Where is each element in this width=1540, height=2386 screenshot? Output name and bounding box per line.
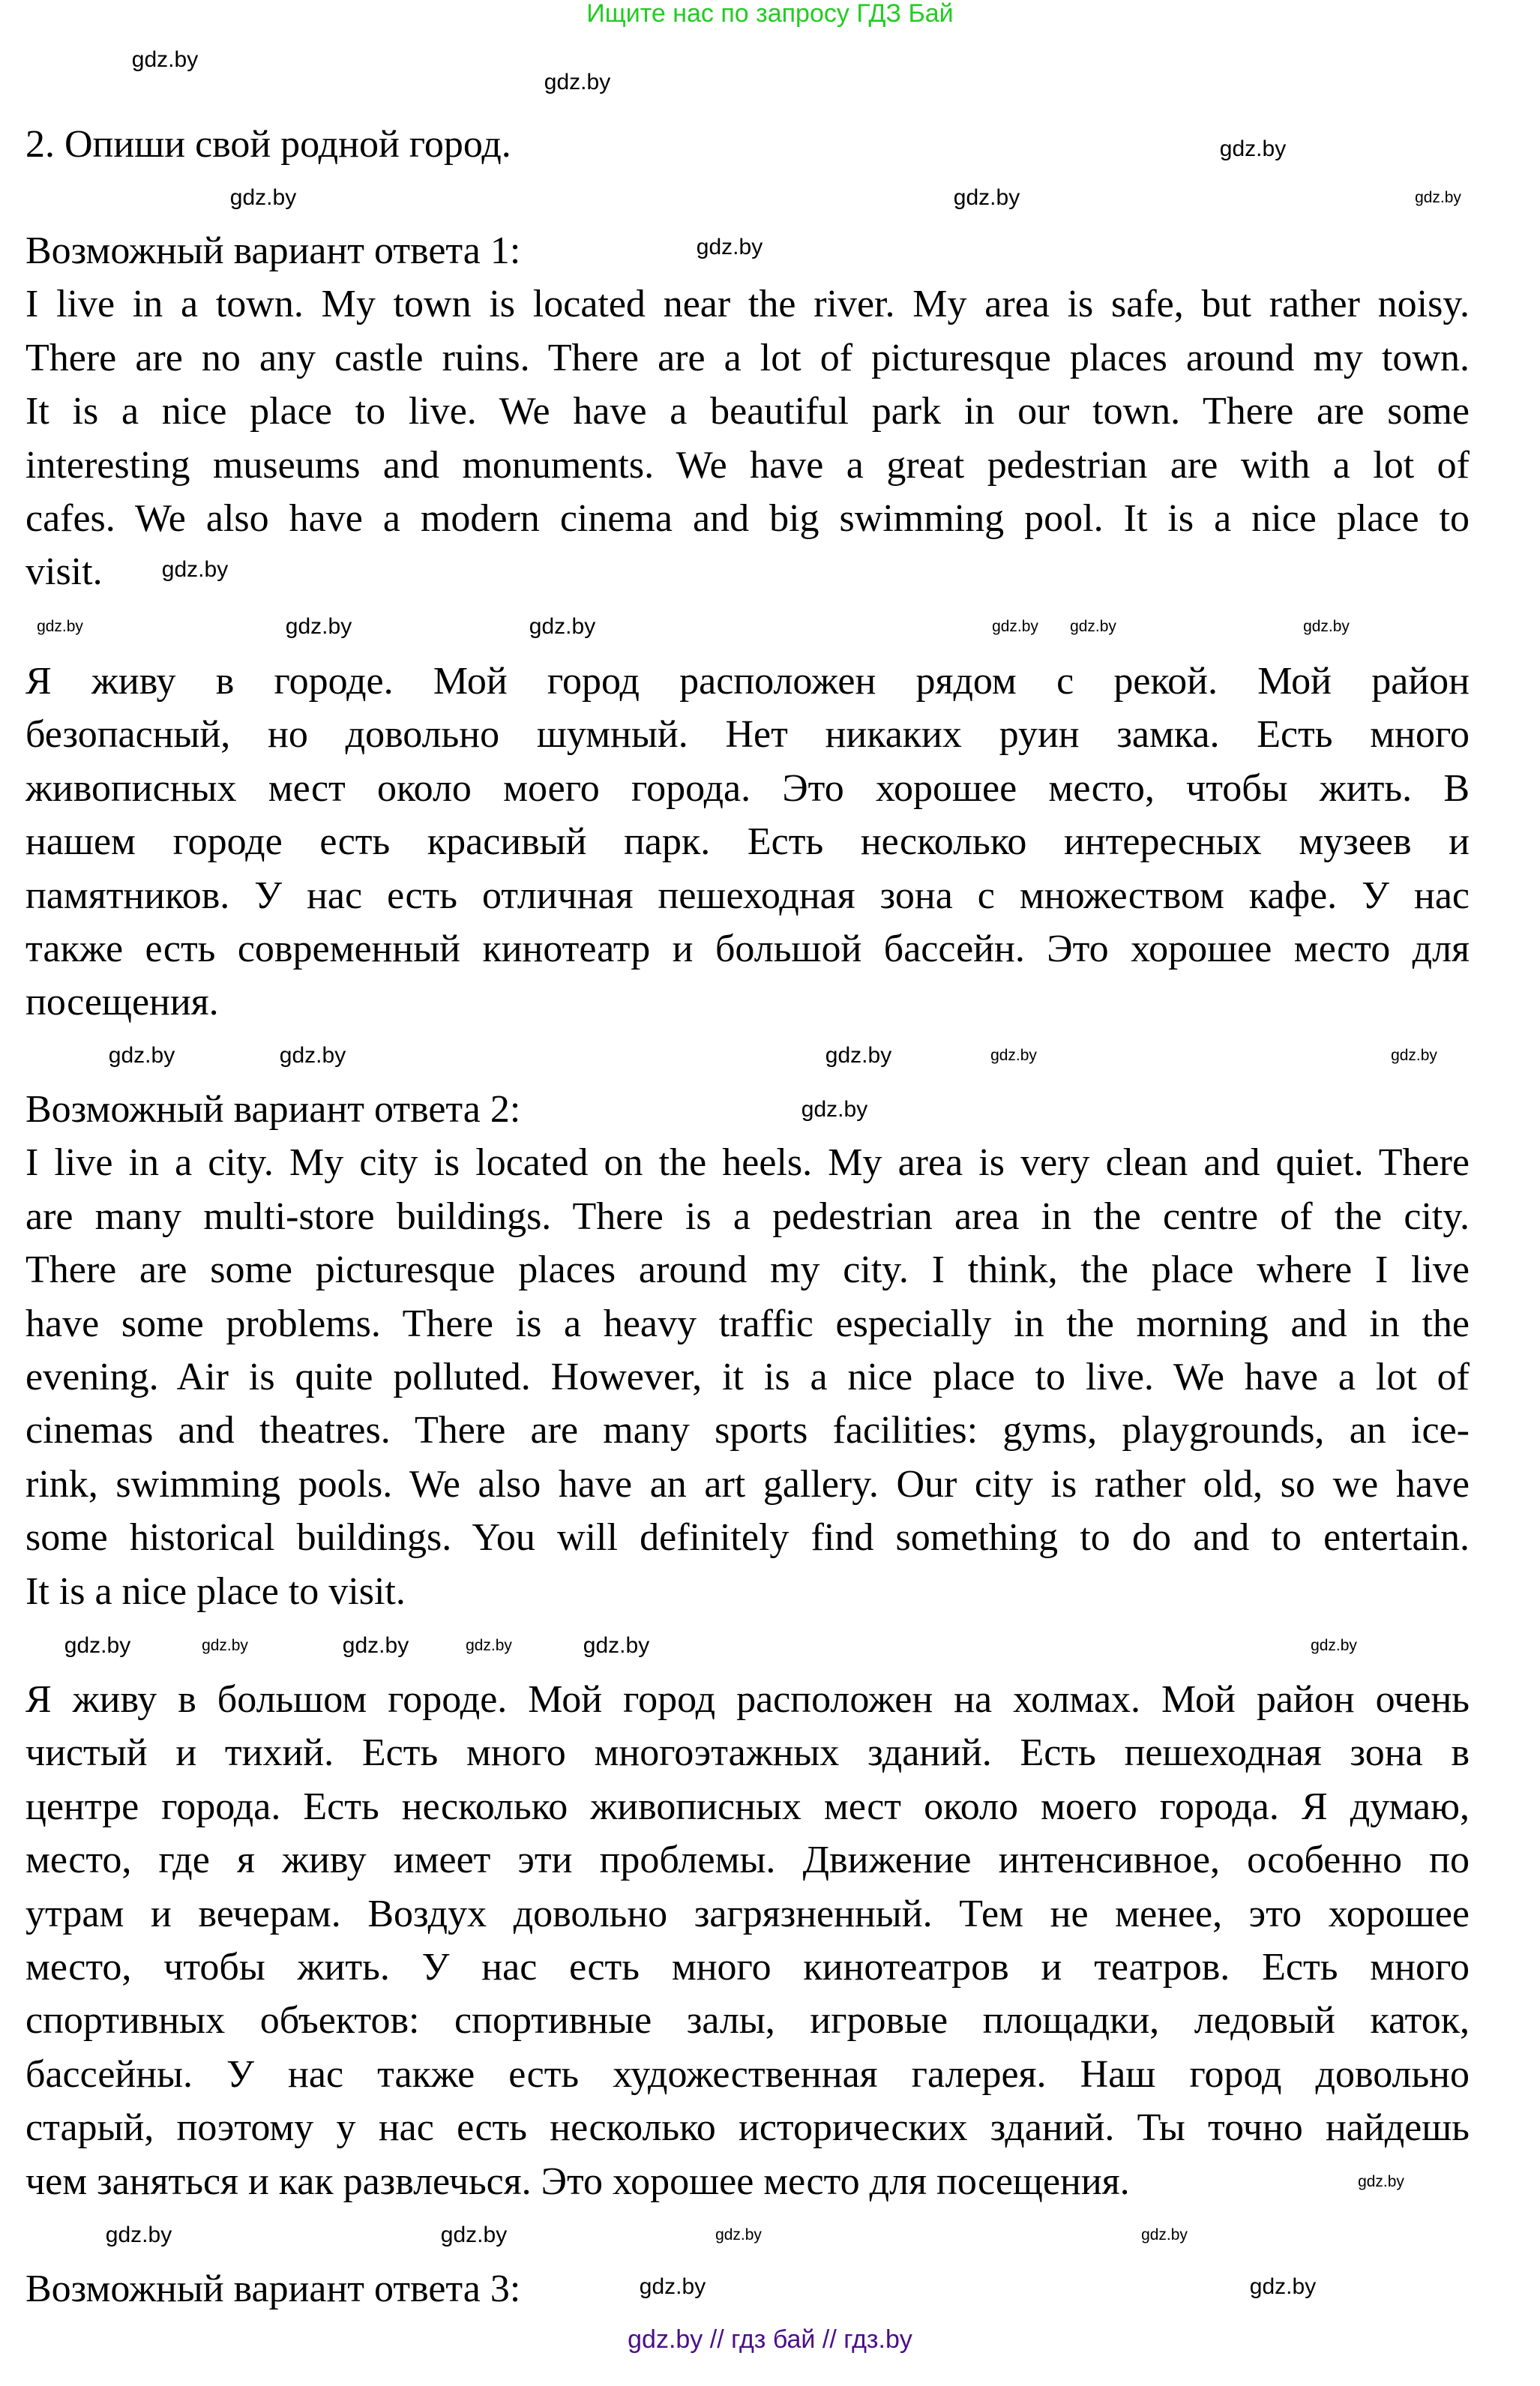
watermark: gdz.by xyxy=(1415,189,1461,206)
variant-1-english xyxy=(25,224,1470,599)
text-line: чистый и тихий. Есть много многоэтажных зданий. Есть пешеходная зона в xyxy=(25,1731,1470,1775)
text-line: There are no any castle ruins. There are a lot of picturesque places around my town. xyxy=(25,336,1470,379)
watermark: gdz.by xyxy=(1358,2173,1404,2190)
text-line: бассейны. У нас также есть художественная галерея. Наш город довольно xyxy=(25,2052,1470,2096)
watermark: gdz.by xyxy=(131,47,199,72)
watermark: gdz.by xyxy=(202,1637,248,1654)
text-line: место, чтобы жить. У нас есть много кинотеатров и театров. Есть много xyxy=(25,1945,1470,1989)
text-line: нашем городе есть красивый парк. Есть несколько интересных музеев и xyxy=(25,820,1470,864)
watermark: gdz.by xyxy=(1219,136,1287,161)
variant-1-russian xyxy=(25,655,1470,1030)
watermark: gdz.by xyxy=(583,1633,650,1658)
watermark: gdz.by xyxy=(953,185,1020,210)
watermark: gdz.by xyxy=(279,1043,346,1068)
text-line: место, где я живу имеет эти проблемы. Движение интенсивное, особенно по xyxy=(25,1839,1470,1882)
watermark: gdz.by xyxy=(285,614,352,639)
watermark: gdz.by xyxy=(715,2226,762,2244)
watermark: gdz.by xyxy=(108,1043,175,1068)
watermark: gdz.by xyxy=(825,1043,892,1068)
text-line: are many multi-store buildings. There is a pedestrian area in the centre of the city. xyxy=(25,1194,1470,1238)
watermark: gdz.by xyxy=(440,2223,508,2247)
watermark: gdz.by xyxy=(1070,618,1116,635)
text-line: have some problems. There is a heavy traffic especially in the morning and in the xyxy=(25,1302,1470,1345)
watermark: gdz.by xyxy=(1303,618,1350,635)
text-line: утрам и вечерам. Воздух довольно загрязненный. Тем не менее, это хорошее xyxy=(25,1892,1470,1935)
text-line: старый, поэтому у нас есть несколько исторических зданий. Ты точно найдешь xyxy=(25,2106,1470,2150)
watermark: gdz.by xyxy=(466,1637,512,1654)
variant-heading: Возможный вариант ответа 1: xyxy=(25,229,521,272)
watermark: gdz.by xyxy=(37,618,83,635)
watermark: gdz.by xyxy=(64,1633,131,1658)
text-line: cinemas and theatres. There are many sports facilities: gyms, playgrounds, an ice- xyxy=(25,1409,1470,1452)
text-line: interesting museums and monuments. We have a great pedestrian are with a lot of xyxy=(25,443,1470,487)
watermark: gdz.by xyxy=(1249,2274,1317,2299)
text-line: I live in a town. My town is located near the river. My area is safe, but rather noisy. xyxy=(25,283,1470,326)
watermark: gdz.by xyxy=(696,235,763,259)
paragraph xyxy=(25,277,1470,598)
text-line: It is a nice place to live. We have a beautiful park in our town. There are some xyxy=(25,390,1470,433)
watermark: gdz.by xyxy=(161,557,229,582)
variant-2-russian xyxy=(25,1673,1470,2208)
paragraph xyxy=(25,1136,1470,1618)
watermark: gdz.by xyxy=(1391,1047,1437,1064)
watermark: gdz.by xyxy=(544,70,611,94)
text-line: rink, swimming pools. We also have an art gallery. Our city is rather old, so we have xyxy=(25,1462,1470,1506)
text-line: живописных мест около моего города. Это хорошее место, чтобы жить. В xyxy=(25,766,1470,810)
watermark: gdz.by xyxy=(639,2274,706,2299)
text-line: visit. xyxy=(25,550,103,594)
watermark: gdz.by xyxy=(992,618,1038,635)
watermark: gdz.by xyxy=(801,1097,868,1122)
text-line: some historical buildings. You will definitely find something to do and to entertain. xyxy=(25,1516,1470,1560)
watermark: gdz.by xyxy=(990,1047,1037,1064)
watermark: gdz.by xyxy=(105,2223,172,2247)
text-line: спортивных объектов: спортивные залы, игровые площадки, ледовый каток, xyxy=(25,1999,1470,2043)
variant-heading: Возможный вариант ответа 2: xyxy=(25,1088,521,1131)
watermark: gdz.by xyxy=(529,614,596,639)
search-banner: Ищите нас по запросу ГДЗ Бай xyxy=(586,0,954,28)
text-line: It is a nice place to visit. xyxy=(25,1569,406,1613)
variant-heading: Возможный вариант ответа 3: xyxy=(25,2268,521,2310)
text-line: Я живу в городе. Мой город расположен рядом с рекой. Мой район xyxy=(25,660,1470,703)
paragraph xyxy=(25,1673,1470,2208)
text-line: центре города. Есть несколько живописных мест около моего города. Я думаю, xyxy=(25,1785,1470,1828)
watermark: gdz.by xyxy=(1141,2226,1188,2244)
watermark: gdz.by xyxy=(1311,1637,1357,1654)
variant-2-english xyxy=(25,1083,1470,1618)
text-line: посещения. xyxy=(25,981,219,1024)
paragraph xyxy=(25,655,1470,1030)
watermark: gdz.by xyxy=(229,185,297,210)
text-line: I live in a city. My city is located on the heels. My area is very clean and quiet. There xyxy=(25,1141,1470,1185)
text-line: чем заняться и как развлечься. Это хорошее место для посещения. xyxy=(25,2160,1130,2203)
text-line: There are some picturesque places around my city. I think, the place where I live xyxy=(25,1248,1470,1292)
text-line: также есть современный кинотеатр и большой бассейн. Это хорошее место для xyxy=(25,927,1470,970)
text-line: cafes. We also have a modern cinema and big swimming pool. It is a nice place to xyxy=(25,496,1470,540)
text-line: памятников. У нас есть отличная пешеходная зона с множеством кафе. У нас xyxy=(25,874,1470,917)
text-line: evening. Air is quite polluted. However, it is a nice place to live. We have a lot of xyxy=(25,1355,1470,1398)
footer-links[interactable]: gdz.by // гдз бай // гдз.by xyxy=(628,2325,912,2354)
text-line: безопасный, но довольно шумный. Нет никаких руин замка. Есть много xyxy=(25,713,1470,757)
watermark: gdz.by xyxy=(342,1633,409,1658)
task-title: 2. Опиши свой родной город. xyxy=(25,123,511,166)
text-line: Я живу в большом городе. Мой город расположен на холмах. Мой район очень xyxy=(25,1678,1470,1721)
